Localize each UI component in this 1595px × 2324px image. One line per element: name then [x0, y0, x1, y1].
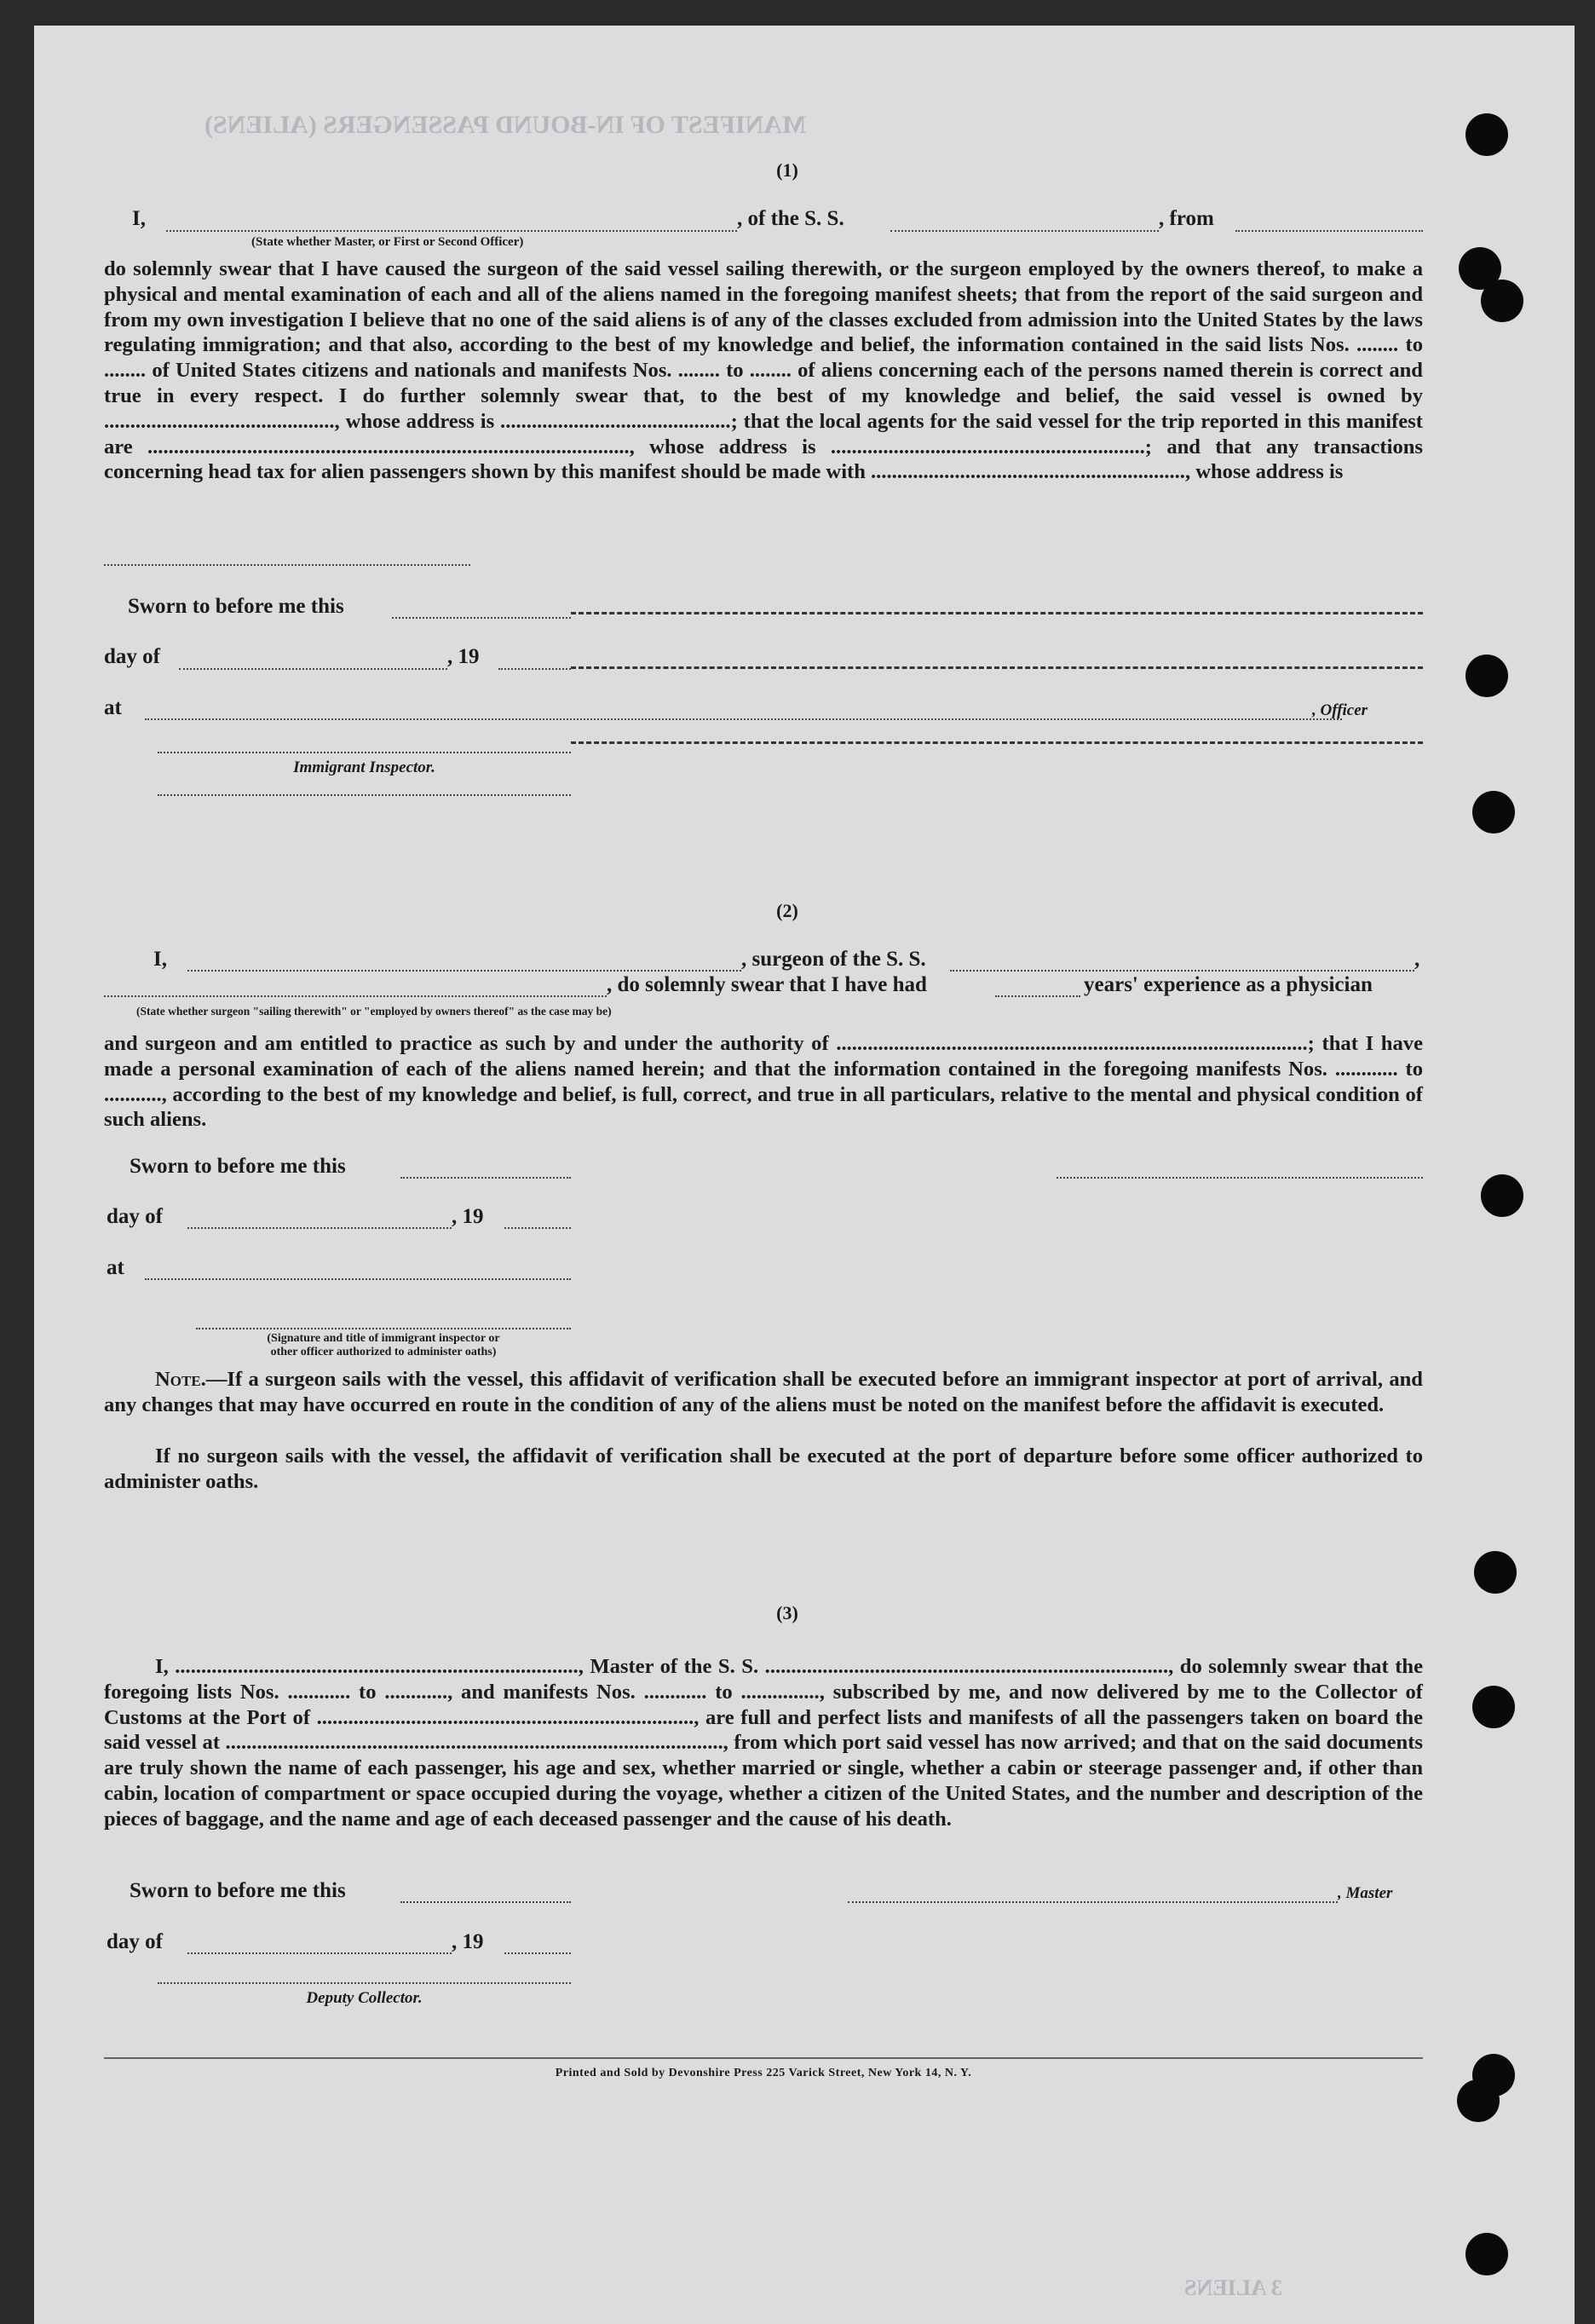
- s1-oath-paragraph: do solemnly swear that I have caused the surgeon of the said vessel sailing therewith, or the surgeon employed by the owners thereof, to make a physical and mental examination of each and all of the aliens named in the foregoing manifest sheets; that from the report of the said surgeon and from my own investigation I believe that no one of the said aliens is of any of the classes excluded from admission into the United States by the laws regulating immigration; and that also, according to the best of my knowledge and belief, the information contained in the said lists Nos. ........ to ........ of United States citizens and nationals and manifests Nos. ........ to ........ of aliens concerning each of the persons named therein is correct and true in every respect. I do further solemnly swear that, to the best of my knowledge and belief, the said vessel is owned by ............................................, whose address is ............................................; that the local agents for the said vessel for the trip reported in this manifest are ............................................................................................, whose address is ............................................................; and that any transactions concerning head tax for alien passengers shown by this manifest should be made with ............................................................, whose address is: [104, 257, 1423, 484]
- s1-at-label: at: [104, 696, 122, 719]
- punch-hole-9: [1465, 2233, 1508, 2275]
- s1-inspector-signature-line[interactable]: [158, 752, 571, 753]
- s1-agent-address-field[interactable]: [104, 564, 470, 566]
- punch-hole-5: [1481, 1174, 1523, 1217]
- s2-nineteen: , 19: [452, 1205, 484, 1228]
- s1-nineteen: , 19: [447, 645, 480, 668]
- s3-year-field[interactable]: [504, 1952, 571, 1954]
- manifest-page: [34, 26, 1575, 2324]
- s3-master-label: , Master: [1338, 1884, 1393, 1902]
- s2-signature-line[interactable]: [196, 1328, 571, 1329]
- s1-from-port-field[interactable]: [1235, 230, 1423, 232]
- s2-at-field[interactable]: [145, 1278, 571, 1280]
- s2-line1-mid: , surgeon of the S. S.: [741, 948, 926, 971]
- s1-officer-signature-line[interactable]: [571, 612, 1423, 614]
- bleed-through-corner: 3 ALIENS: [1184, 2275, 1282, 2300]
- s2-sig-caption-1: (Signature and title of immigrant inspector or: [267, 1332, 500, 1345]
- s3-sworn-date-field[interactable]: [400, 1901, 571, 1903]
- bleed-through-header: MANIFEST OF IN-BOUND PASSENGERS (ALIENS): [204, 111, 807, 139]
- s2-note-paragraph: [104, 1367, 1423, 1418]
- punch-hole-7: [1472, 1686, 1515, 1728]
- section-2-number: (2): [776, 900, 798, 921]
- s1-signature-line-2: [571, 666, 1423, 669]
- s1-day-of-label: day of: [104, 645, 160, 668]
- s2-sworn-date-field[interactable]: [400, 1177, 571, 1179]
- s1-officer-caption: (State whether Master, or First or Second Officer): [251, 235, 524, 249]
- section-1-number: (1): [776, 159, 798, 181]
- s3-deputy-label: Deputy Collector.: [306, 1989, 423, 2007]
- s2-note-paragraph-2: If no surgeon sails with the vessel, the affidavit of verification shall be executed at the port of departure before some officer authorized to administer oaths.: [104, 1445, 1423, 1493]
- s2-oath-paragraph: and surgeon and am entitled to practice as such by and under the authority of ..........................................................................................; that I have made a personal examination of each of the aliens named herein; and that the information contained in the foregoing manifests Nos. ............ to ..........., according to the best of my knowledge and belief, is full, correct, and true in all particulars, relative to the mental and physical condition of such aliens.: [104, 1032, 1423, 1132]
- s1-officer-name-field[interactable]: [166, 230, 737, 232]
- punch-hole-3: [1465, 655, 1508, 697]
- s1-line1-prefix: I,: [132, 207, 146, 230]
- punch-hole-2b: [1481, 280, 1523, 322]
- s2-sworn-label: Sworn to before me this: [130, 1155, 346, 1178]
- s2-line2-mid: , do solemnly swear that I have had: [607, 973, 927, 996]
- s2-line2-end: years' experience as a physician: [1084, 973, 1373, 996]
- s2-note-label: Note.: [155, 1368, 206, 1391]
- footer-rule: [104, 2057, 1423, 2059]
- s1-signature-line-3: [571, 741, 1423, 744]
- s1-sworn-label: Sworn to before me this: [128, 595, 344, 618]
- s2-line1-prefix: I,: [153, 948, 167, 971]
- s1-line1-mid: , of the S. S.: [737, 207, 844, 230]
- s2-note-text: —If a surgeon sails with the vessel, this affidavit of verification shall be executed before an immigrant inspector at port of arrival, and any changes that may have occurred en route in the condition of any of the aliens must be noted on the manifest before the affidavit is executed.: [104, 1368, 1423, 1416]
- s1-officer-label: , Officer: [1312, 701, 1368, 719]
- s2-day-of-label: day of: [107, 1205, 163, 1228]
- s3-master-signature-line[interactable]: [848, 1901, 1338, 1903]
- s1-at-field[interactable]: [145, 718, 1342, 720]
- s1-sworn-date-field[interactable]: [392, 617, 571, 619]
- s1-inspector-second-line: [158, 794, 571, 796]
- s3-sworn-label: Sworn to before me this: [130, 1879, 346, 1902]
- s2-sig-caption-2: other officer authorized to administer oaths): [270, 1346, 497, 1358]
- s1-year-field[interactable]: [498, 668, 571, 670]
- s1-vessel-name-field[interactable]: [890, 230, 1159, 232]
- s2-surgeon-signature-line[interactable]: [1057, 1177, 1423, 1179]
- s1-inspector-label: Immigrant Inspector.: [293, 758, 435, 776]
- s2-years-field[interactable]: [995, 995, 1080, 997]
- s3-day-of-field[interactable]: [187, 1952, 452, 1954]
- s3-day-of-label: day of: [107, 1930, 163, 1953]
- s3-nineteen: , 19: [452, 1930, 484, 1953]
- punch-hole-1: [1465, 113, 1508, 156]
- punch-hole-6: [1474, 1551, 1517, 1594]
- s2-at-label: at: [107, 1256, 124, 1279]
- s2-vessel-name-field[interactable]: [950, 970, 1414, 972]
- section-3-number: (3): [776, 1602, 798, 1623]
- s2-line1-end: ,: [1414, 948, 1420, 971]
- punch-hole-8b: [1457, 2079, 1500, 2122]
- s1-day-of-field[interactable]: [179, 668, 447, 670]
- punch-hole-4: [1472, 791, 1515, 833]
- s2-surgeon-name-field[interactable]: [187, 970, 741, 972]
- s2-day-of-field[interactable]: [187, 1227, 452, 1229]
- s3-oath-paragraph: I, ............................................................................., Master of the S. S. ............................................................................., do solemnly swear that the foregoing lists Nos. ............ to ............, and manifests Nos. ............ to ..............., subscribed by me, and now delivered by me to the Collector of Customs at the Port of ........................................................................, are full and perfect lists and manifests of all the passengers taken on board the said vessel at ..............................................................................................., from which port said vessel has now arrived; and that on the said documents are truly shown the name of each passenger, his age and sex, whether married or single, whether a cabin or steerage passenger and, if other than cabin, location of compartment or space occupied during the voyage, whether a citizen of the United States, and the number and description of the pieces of baggage, and the name and age of each deceased passenger and the cause of his death.: [104, 1655, 1423, 1831]
- s2-surgeon-caption: (State whether surgeon "sailing therewith" or "employed by owners thereof" as the case may be): [136, 1005, 612, 1018]
- s3-deputy-signature-line[interactable]: [158, 1982, 571, 1984]
- footer-printer: Printed and Sold by Devonshire Press 225 Varick Street, New York 14, N. Y.: [555, 2067, 972, 2079]
- s2-year-field[interactable]: [504, 1227, 571, 1229]
- s2-surgeon-type-field[interactable]: [104, 995, 607, 997]
- s1-line1-end: , from: [1159, 207, 1214, 230]
